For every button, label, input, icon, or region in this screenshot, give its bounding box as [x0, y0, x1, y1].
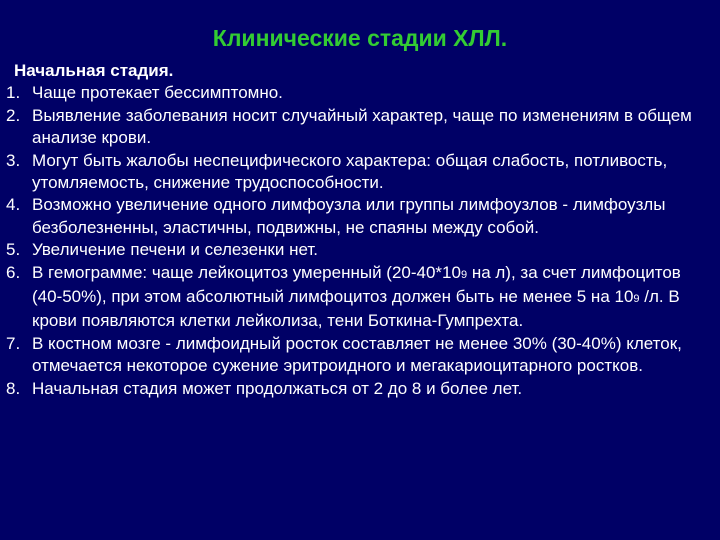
list-item: [6, 150, 706, 195]
stage-label: Начальная стадия.: [14, 61, 174, 80]
text-part: /л. В крови появляются клетки лейколиза, тени Боткина-Гумпрехта.: [32, 287, 680, 331]
list-item-number: 2.: [6, 105, 21, 125]
list-item-number: 8.: [6, 378, 21, 398]
list-item-text: Чаще протекает бессимптомно.: [32, 83, 283, 103]
list-item-text: Начальная стадия может продолжаться от 2 до 8 и более лет.: [32, 378, 523, 398]
list-item: [6, 378, 706, 400]
list-item-text: [32, 263, 681, 331]
list-item: [6, 194, 706, 239]
list-item-text: Возможно увеличение одного лимфоузла или группы лимфоузлов - лимфоузлы безболезненны, эластичны, подвижны, не спаяны между собой.: [32, 195, 666, 237]
list-item-number: 3.: [6, 150, 21, 170]
numbered-list: [6, 82, 706, 400]
exponent: 9: [633, 293, 640, 306]
list-item: [6, 262, 706, 333]
list-item-text: Выявление заболевания носит случайный характер, чаще по изменениям в общем анализе крови.: [32, 105, 692, 148]
list-item: [6, 239, 706, 261]
text-part: В гемограмме: чаще лейкоцитоз умеренный (20-40*10: [32, 262, 461, 282]
list-item-text: В костном мозге - лимфоидный росток составляет не менее 30% (30-40%) клеток, отмечается некоторое сужение эритроидного и мегакариоцитарного ростков.: [32, 333, 682, 376]
list-item: [6, 333, 706, 378]
list-item: [6, 105, 706, 150]
list-item-number: 6.: [6, 262, 21, 282]
list-item-text: Могут быть жалобы неспецифического характера: общая слабость, потливость, утомляемость, снижение трудоспособности.: [32, 150, 668, 193]
list-item: [6, 82, 706, 104]
exponent: 9: [460, 268, 468, 281]
slide-title: Клинические стадии ХЛЛ.: [212, 25, 508, 51]
text-part: на л), за счет лимфоцитов (40-50%), при этом абсолютный лимфоцитоз должен быть не менее 5 на 10: [32, 262, 681, 307]
slide-content: [6, 60, 706, 400]
list-item-number: 7.: [6, 333, 21, 353]
list-item-number: 4.: [6, 195, 21, 215]
list-item-number: 1.: [6, 83, 21, 103]
list-item-text: Увеличение печени и селезенки нет.: [32, 240, 318, 260]
list-item-number: 5.: [6, 240, 21, 260]
